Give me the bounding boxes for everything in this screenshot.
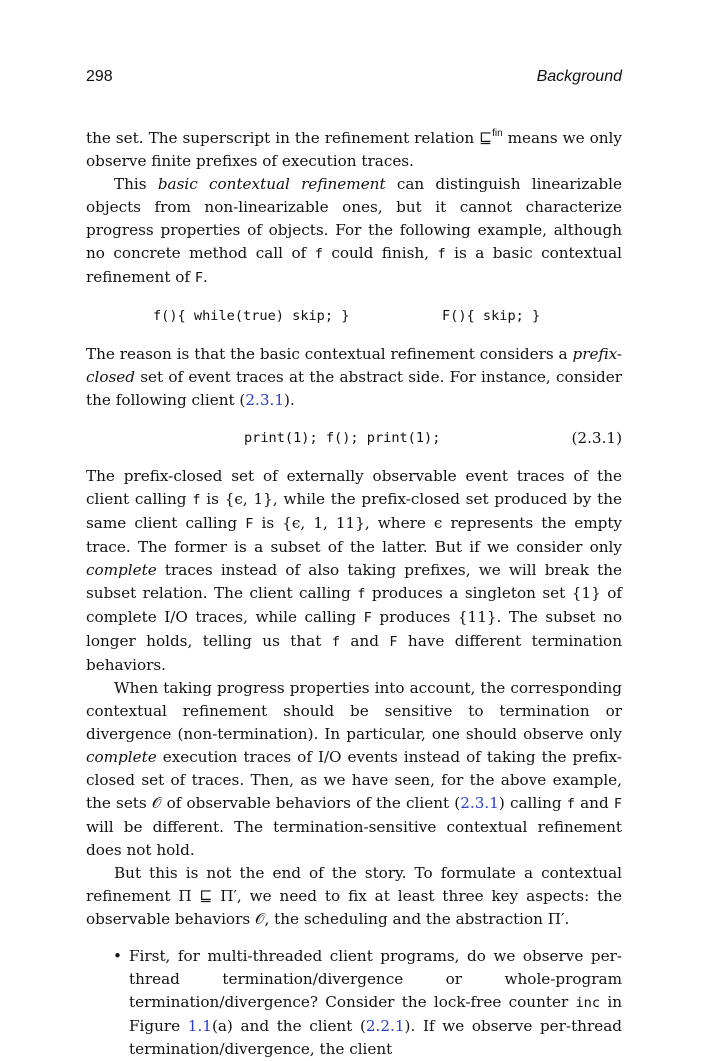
page-header [86,68,622,90]
paragraph-4: The prefix-closed set of externally observable event traces of the client calling f is {ϵ, 1}, while the prefix-closed set produced by the same client calling F is {ϵ, 1, 11}, where ϵ represents the empty trace. The former is a subset of the latter. But if we consider only complete traces instead of also taking prefixes, we will break the subset relation. The client calling f produces a singleton set {1} of complete I/O traces, while calling F produces {11}. The subset no longer holds, telling us that f and F have different termination behaviors. [86,467,623,674]
inline-code: F [245,516,254,532]
figure-ref-link[interactable]: 1.1 [187,1017,212,1035]
equation-code: print(1); f(); print(1); [244,430,441,446]
list-item: • First, for multi-threaded client programs, do we observe per-thread termination/divergence or whole-program termination/divergence? Consider the lock-free counter inc in Figure 1.1(a) and the client (2.2.1). If we observe per-thread termination/divergence, the client [113,947,622,1058]
bullet-list [86,945,622,1061]
superscript-fin: fin [492,128,503,139]
inline-code: f [331,634,340,650]
term-basic-contextual-refinement: basic contextual refinement [157,175,386,193]
inline-code: F [363,610,372,626]
inline-code: f [314,246,323,262]
term-complete: complete [86,561,157,579]
code-F: F(){ skip; } [442,308,541,324]
equation-2-3-1 [86,427,622,450]
equation-ref-link[interactable]: 2.2.1 [365,1017,405,1035]
equation-ref-link[interactable]: 2.3.1 [245,391,285,409]
term-complete: complete [86,748,157,766]
inline-code: F [389,634,398,650]
inline-code: F [613,796,623,812]
page-number: 298 [86,68,113,85]
code-f: f(){ while(true) skip; } [153,308,350,324]
inline-code: f [357,586,366,602]
bullet-icon: • [113,947,122,965]
term-prefix-closed: prefix-closed [86,345,622,386]
paragraph-3: The reason is that the basic contextual refinement considers a prefix-closed set of event traces at the abstract side. For instance, consider the following client (2.3.1). [86,345,622,409]
equation-ref-link[interactable]: 2.3.1 [460,794,499,812]
page-body [86,122,622,1061]
paragraph-6: But this is not the end of the story. To formulate a contextual refinement Π ⊑ Π′, we need to fix at least three key aspects: the observable behaviors 𝒪, the scheduling and the abstraction Π′. [86,864,622,928]
inline-code: F [194,270,204,286]
inline-code: f [192,492,201,508]
paragraph-2: This basic contextual refinement can distinguish linearizable objects from non-linearizable ones, but it cannot characterize progress properties of objects. For the following example, although no concrete method call of f could finish, f is a basic contextual refinement of F. [86,175,623,286]
inline-code: f [437,246,446,262]
running-title: Background [536,68,622,85]
inline-code: inc [575,995,601,1011]
paragraph-5: When taking progress properties into account, the corresponding contextual refinement should be sensitive to termination or divergence (non-termination). In particular, one should observe only complete execution traces of I/O events instead of taking the prefix-closed set of traces. Then, as we have seen, for the above example, the sets 𝒪 of observable behaviors of the client (2.3.1) calling f and F will be different. The termination-sensitive contextual refinement does not hold. [86,679,623,859]
inline-code: f [566,796,575,812]
code-example [86,305,622,328]
equation-number: (2.3.1) [571,429,622,447]
paragraph-1: the set. The superscript in the refinement relation ⊑$^{fin}$ means we only observe finite prefixes of execution traces. [86,128,622,170]
